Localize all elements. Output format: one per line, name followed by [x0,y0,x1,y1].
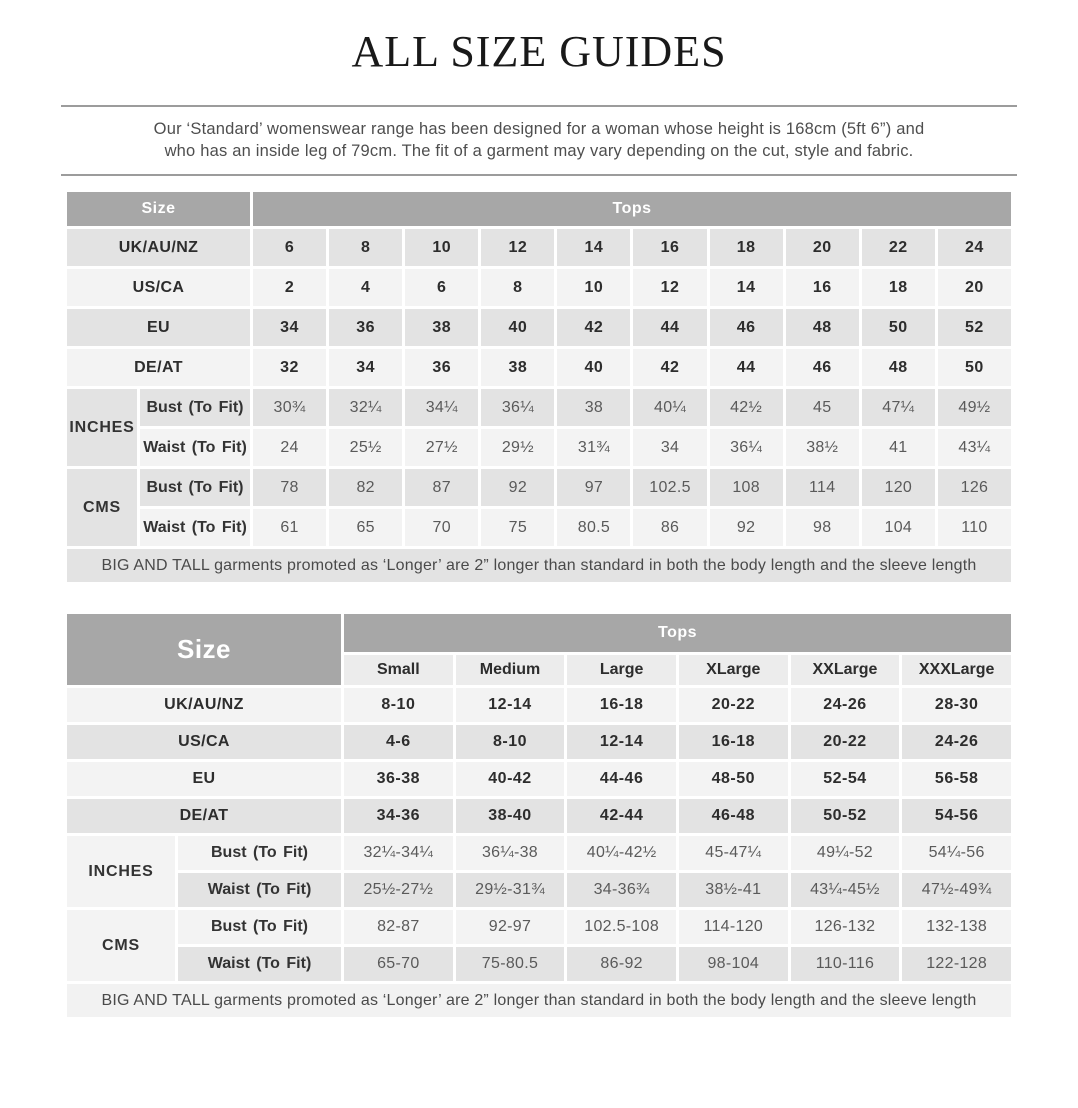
intro-line-2: who has an inside leg of 79cm. The fit of a garment may vary depending on the cut, style and fabric. [164,142,914,161]
measure-cell: 80.5 [557,509,630,546]
size-cell: 12-14 [567,725,676,759]
measure-cell: 75 [481,509,554,546]
measure-cell: 108 [710,469,783,506]
size-cell: 8 [329,229,402,266]
table-row [67,269,1011,306]
row-label: EU [67,762,341,796]
measure-group-label: CMS [67,469,137,546]
size-cell: 16-18 [679,725,788,759]
table-row [67,799,1011,833]
measure-cell: 54¼-56 [902,836,1011,870]
intro-line-1: Our ‘Standard’ womenswear range has been designed for a woman whose height is 168cm (5ft 6”) and [153,120,925,139]
table-row [67,688,1011,722]
size-cell: 48 [786,309,859,346]
measure-cell: 92-97 [456,910,565,944]
size-cell: 46 [786,349,859,386]
measure-cell: 31¾ [557,429,630,466]
measure-cell: 24 [253,429,326,466]
column-header: XXXLarge [902,655,1011,685]
table-row [67,725,1011,759]
measure-cell: 43¼ [938,429,1011,466]
size-cell: 36 [405,349,478,386]
size-cell: 46-48 [679,799,788,833]
measure-cell: 75-80.5 [456,947,565,981]
size-cell: 18 [862,269,935,306]
measure-label: Waist (To Fit) [140,509,250,546]
size-cell: 6 [405,269,478,306]
size-cell: 10 [405,229,478,266]
measure-cell: 132-138 [902,910,1011,944]
size-cell: 8 [481,269,554,306]
measure-cell: 34¼ [405,389,478,426]
measure-cell: 65-70 [344,947,453,981]
measure-cell: 102.5-108 [567,910,676,944]
table-row [67,910,1011,944]
size-cell: 44-46 [567,762,676,796]
size-cell: 14 [557,229,630,266]
table-footnote-row [67,984,1011,1017]
measure-cell: 92 [481,469,554,506]
measure-cell: 86-92 [567,947,676,981]
alpha-size-table [64,611,1014,1020]
measure-cell: 82-87 [344,910,453,944]
table-row [67,836,1011,870]
size-cell: 10 [557,269,630,306]
measure-cell: 36¼ [481,389,554,426]
size-cell: 38-40 [456,799,565,833]
measure-cell: 34-36¾ [567,873,676,907]
size-cell: 42 [557,309,630,346]
measure-cell: 38½ [786,429,859,466]
measure-cell: 87 [405,469,478,506]
table-header-row [67,614,1011,652]
measure-cell: 49½ [938,389,1011,426]
size-cell: 34-36 [344,799,453,833]
footnote: BIG AND TALL garments promoted as ‘Longer’ are 2” longer than standard in both the body length and the sleeve length [67,549,1011,582]
tops-header-cell: Tops [253,192,1011,226]
measure-cell: 98 [786,509,859,546]
size-cell: 12 [633,269,706,306]
size-cell: 50 [938,349,1011,386]
row-label: DE/AT [67,799,341,833]
size-cell: 18 [710,229,783,266]
measure-cell: 29½-31¾ [456,873,565,907]
table-row [67,229,1011,266]
table-row [67,509,1011,546]
size-cell: 50 [862,309,935,346]
measure-cell: 42½ [710,389,783,426]
size-cell: 4-6 [344,725,453,759]
column-header: XXLarge [791,655,900,685]
size-cell: 28-30 [902,688,1011,722]
measure-cell: 40¼-42½ [567,836,676,870]
size-cell: 42 [633,349,706,386]
measure-group-label: INCHES [67,389,137,466]
measure-cell: 110 [938,509,1011,546]
measure-cell: 98-104 [679,947,788,981]
size-cell: 24-26 [791,688,900,722]
measure-cell: 78 [253,469,326,506]
measure-label: Bust (To Fit) [178,910,341,944]
size-cell: 48-50 [679,762,788,796]
tops-header-cell: Tops [344,614,1011,652]
size-cell: 4 [329,269,402,306]
size-cell: 16 [786,269,859,306]
measure-cell: 25½-27½ [344,873,453,907]
measure-cell: 45 [786,389,859,426]
size-cell: 24 [938,229,1011,266]
table-row [67,947,1011,981]
size-cell: 46 [710,309,783,346]
row-label: US/CA [67,725,341,759]
measure-cell: 114 [786,469,859,506]
measure-cell: 38 [557,389,630,426]
measure-label: Waist (To Fit) [178,873,341,907]
measure-cell: 110-116 [791,947,900,981]
measure-cell: 32¼-34¼ [344,836,453,870]
size-cell: 34 [253,309,326,346]
measure-cell: 114-120 [679,910,788,944]
measure-cell: 70 [405,509,478,546]
measure-cell: 104 [862,509,935,546]
column-header: XLarge [679,655,788,685]
size-cell: 54-56 [902,799,1011,833]
measure-cell: 120 [862,469,935,506]
size-cell: 32 [253,349,326,386]
size-cell: 14 [710,269,783,306]
size-cell: 52-54 [791,762,900,796]
column-header: Large [567,655,676,685]
size-cell: 40 [481,309,554,346]
divider-bottom [61,174,1017,176]
measure-cell: 43¼-45½ [791,873,900,907]
table-row [67,309,1011,346]
row-label: UK/AU/NZ [67,688,341,722]
measure-cell: 122-128 [902,947,1011,981]
measure-cell: 102.5 [633,469,706,506]
size-cell: 34 [329,349,402,386]
measure-cell: 126-132 [791,910,900,944]
measure-cell: 32¼ [329,389,402,426]
measure-cell: 82 [329,469,402,506]
measure-cell: 38½-41 [679,873,788,907]
size-cell: 44 [633,309,706,346]
size-cell: 24-26 [902,725,1011,759]
size-cell: 2 [253,269,326,306]
measure-cell: 25½ [329,429,402,466]
size-cell: 8-10 [344,688,453,722]
table-row [67,873,1011,907]
measure-cell: 49¼-52 [791,836,900,870]
measure-cell: 29½ [481,429,554,466]
size-cell: 6 [253,229,326,266]
row-label: EU [67,309,250,346]
measure-cell: 97 [557,469,630,506]
size-cell: 44 [710,349,783,386]
measure-cell: 36¼ [710,429,783,466]
size-cell: 20-22 [791,725,900,759]
size-cell: 38 [405,309,478,346]
size-guide-page [0,28,1078,1020]
table-header-row [67,192,1011,226]
measure-label: Bust (To Fit) [178,836,341,870]
size-cell: 48 [862,349,935,386]
row-label: UK/AU/NZ [67,229,250,266]
intro-text [0,107,1078,174]
size-cell: 22 [862,229,935,266]
measure-cell: 30¾ [253,389,326,426]
measure-cell: 126 [938,469,1011,506]
measure-cell: 41 [862,429,935,466]
size-cell: 50-52 [791,799,900,833]
measure-cell: 45-47¼ [679,836,788,870]
measure-label: Bust (To Fit) [140,389,250,426]
measure-cell: 36¼-38 [456,836,565,870]
measure-cell: 61 [253,509,326,546]
measure-cell: 86 [633,509,706,546]
size-cell: 20 [786,229,859,266]
size-cell: 12 [481,229,554,266]
measure-group-label: CMS [67,910,175,981]
table-row [67,762,1011,796]
table-footnote-row [67,549,1011,582]
measure-label: Waist (To Fit) [178,947,341,981]
size-cell: 12-14 [456,688,565,722]
footnote: BIG AND TALL garments promoted as ‘Longer’ are 2” longer than standard in both the body length and the sleeve length [67,984,1011,1017]
size-cell: 42-44 [567,799,676,833]
table-row [67,349,1011,386]
size-cell: 52 [938,309,1011,346]
row-label: US/CA [67,269,250,306]
size-cell: 40 [557,349,630,386]
size-header-cell: Size [67,614,341,685]
size-cell: 20-22 [679,688,788,722]
table-row [67,389,1011,426]
size-cell: 56-58 [902,762,1011,796]
measure-cell: 47¼ [862,389,935,426]
size-cell: 20 [938,269,1011,306]
size-cell: 16-18 [567,688,676,722]
size-cell: 38 [481,349,554,386]
measure-cell: 65 [329,509,402,546]
measure-cell: 92 [710,509,783,546]
size-cell: 36-38 [344,762,453,796]
size-cell: 36 [329,309,402,346]
measure-label: Waist (To Fit) [140,429,250,466]
table-row [67,469,1011,506]
size-cell: 40-42 [456,762,565,796]
measure-cell: 34 [633,429,706,466]
measure-cell: 47½-49¾ [902,873,1011,907]
measure-cell: 27½ [405,429,478,466]
measure-cell: 40¼ [633,389,706,426]
column-header: Medium [456,655,565,685]
column-header: Small [344,655,453,685]
table-row [67,429,1011,466]
row-label: DE/AT [67,349,250,386]
size-header-cell: Size [67,192,250,226]
measure-label: Bust (To Fit) [140,469,250,506]
page-title: ALL SIZE GUIDES [351,27,727,76]
size-cell: 16 [633,229,706,266]
measure-group-label: INCHES [67,836,175,907]
size-cell: 8-10 [456,725,565,759]
standard-size-table [64,189,1014,585]
